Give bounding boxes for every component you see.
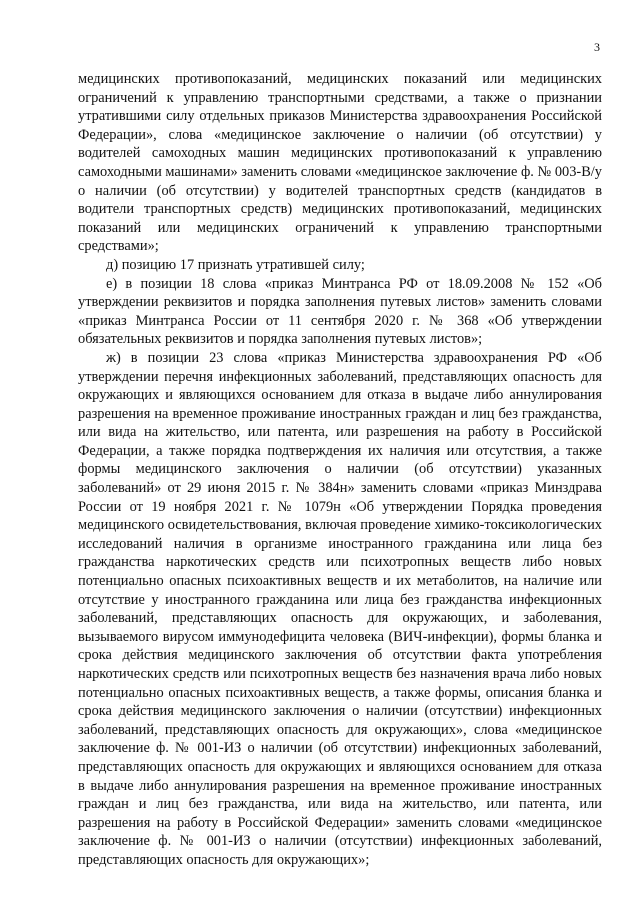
document-body	[78, 70, 602, 870]
paragraph-continuation: медицинских противопоказаний, медицинских показаний или медицинских ограничений к управлению транспортными средствами, а также о признании утратившими силу отдельных приказов Министерства здравоохранения Российской Федерации», слова «медицинское заключение о наличии (об отсутствии) у водителей самоходных машин медицинских противопоказаний к управлению самоходными машинами» заменить словами «медицинское заключение ф. № 003-В/у о наличии (об отсутствии) у водителей транспортных средств (кандидатов в водители транспортных средств) медицинских противопоказаний, медицинских показаний или медицинских ограничений к управлению транспортными средствами»;	[78, 71, 602, 255]
paragraph-item-d: д) позицию 17 признать утратившей силу;	[106, 256, 365, 273]
paragraph-item-e: е) в позиции 18 слова «приказ Минтранса РФ от 18.09.2008 № 152 «Об утверждении реквизитов и порядка заполнения путевых листов» заменить словами «приказ Минтранса России от 11 сентября 2020 г. № 368 «Об утверждении обязательных реквизитов и порядка заполнения путевых листов»;	[78, 275, 602, 348]
page-number: 3	[594, 40, 600, 54]
paragraph-item-zh: ж) в позиции 23 слова «приказ Министерства здравоохранения РФ «Об утверждении перечня инфекционных заболеваний, представляющих опасность для окружающих и являющихся основанием для отказа в выдаче либо аннулирования разрешения на временное проживание иностранных граждан и лиц без гражданства, или вида на жительство, или патента, или разрешения на работу в Российской Федерации, а также порядка подтверждения их наличия или отсутствия, а также формы медицинского заключения о наличии (об отсутствии) указанных заболеваний» от 29 июня 2015 г. № 384н» заменить словами «приказ Минздрава России от 19 ноября 2021 г. № 1079н «Об утверждении Порядка проведения медицинского освидетельствования, включая проведение химико-токсикологических исследований наличия в организме иностранного гражданина или лица без гражданства наркотических средств или психотропных веществ либо новых потенциально опасных психоактивных веществ и их метаболитов, на наличие или отсутствие у иностранного гражданина или лица без гражданства инфекционных заболеваний, представляющих опасность для окружающих, и заболевания, вызываемого вирусом иммунодефицита человека (ВИЧ-инфекции), формы бланка и срока действия медицинского заключения об отсутствии факта употребления наркотических средств или психотропных веществ без назначения врача либо новых потенциально опасных психоактивных веществ, а также формы, описания бланка и срока действия медицинского заключения о наличии (отсутствии) инфекционных заболеваний, представляющих опасность для окружающих», слова «медицинское заключение ф. № 001-ИЗ о наличии (об отсутствии) инфекционных заболеваний, представляющих опасность для окружающих и являющихся основанием для отказа в выдаче либо аннулирования разрешения на временное проживание иностранных граждан и лиц без гражданства, или вида на жительство, или патента, или разрешения на работу в Российской Федерации» заменить словами «медицинское заключение ф. № 001-ИЗ о наличии (отсутствии) инфекционных заболеваний, представляющих опасность для окружающих»;	[78, 349, 602, 868]
